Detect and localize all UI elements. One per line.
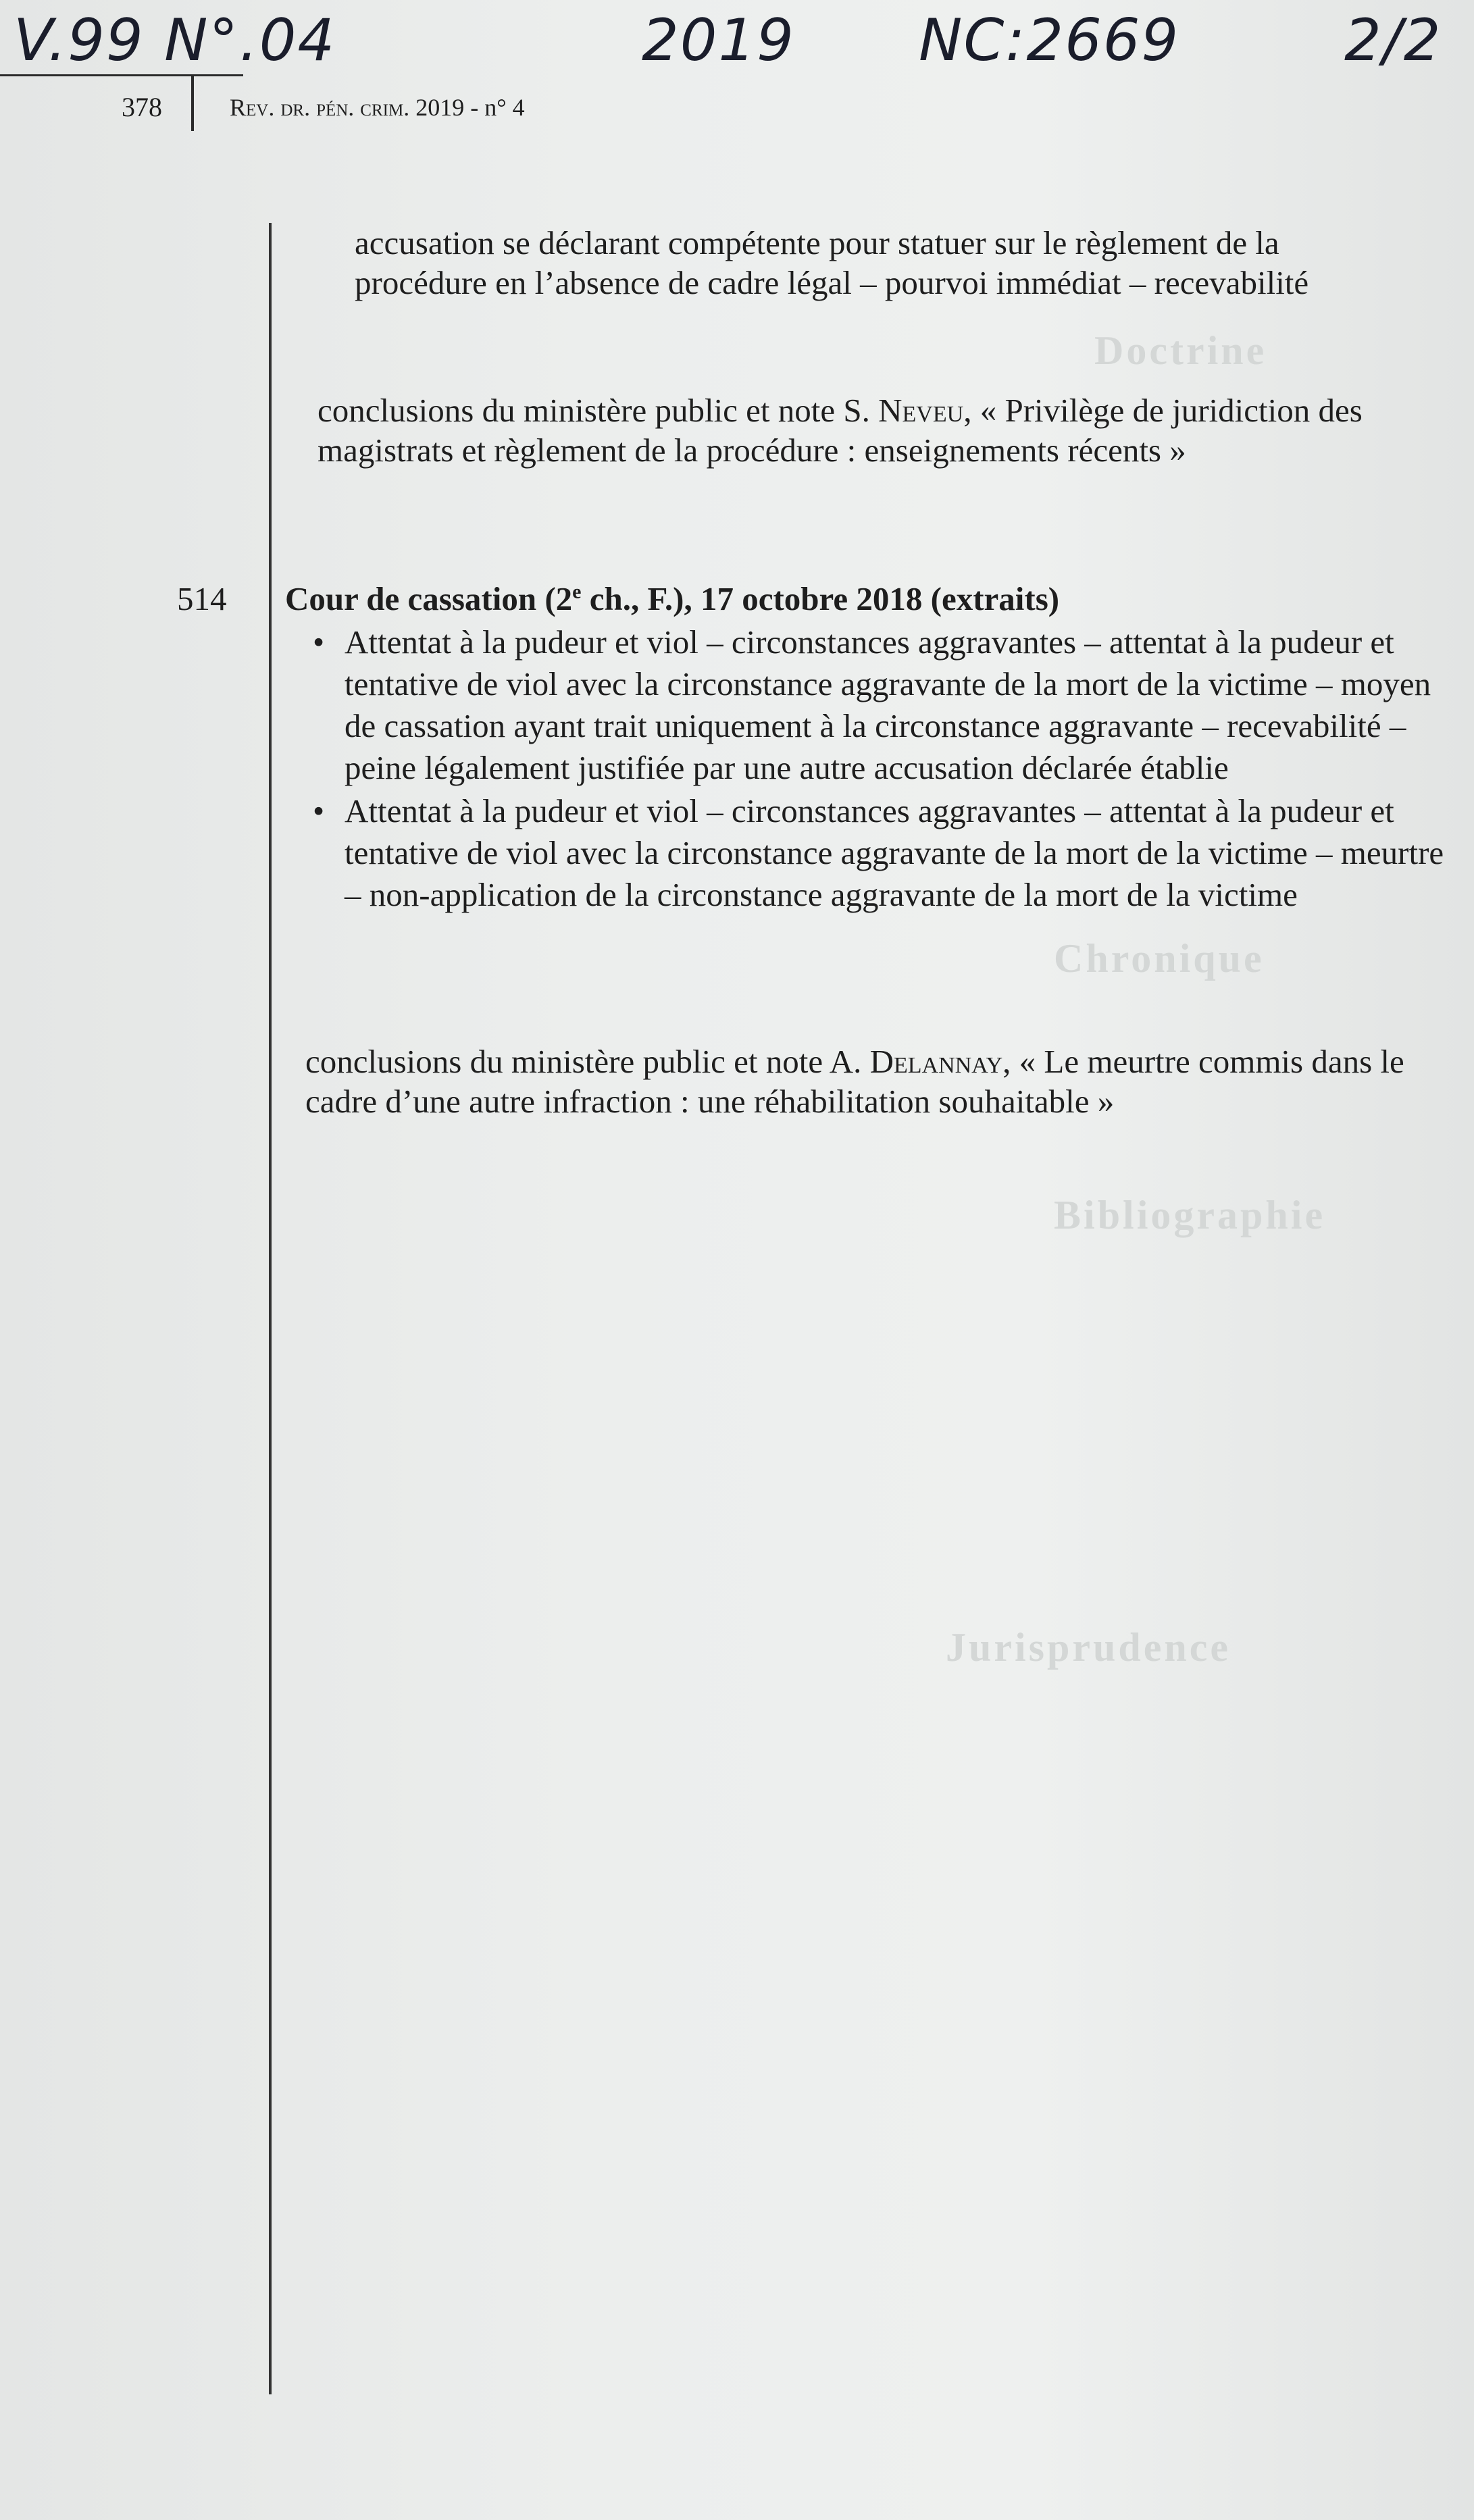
handwritten-page: 2/2 [1344, 7, 1442, 74]
continued-abstract: accusation se déclarant compétente pour statuer sur le règlement de la procédure en l’absence de cadre légal – pourvoi immédiat – recevabilité [355, 224, 1309, 301]
header-rule-vertical [191, 76, 194, 131]
bleed-through-text [743, 1277, 1419, 1309]
entry-title [285, 580, 1059, 618]
handwritten-reference: NC:2669 [919, 7, 1180, 74]
bleed-through-heading: Doctrine [1094, 328, 1267, 373]
entry-title-court: Cour de cassation (2 [285, 580, 573, 617]
journal-name: Rev. dr. pén. crim. [230, 94, 410, 121]
bleed-through-heading: Chronique [1054, 936, 1265, 981]
conclusions-title: , « Le meurtre commis dans le cadre d’une autre infraction : une réhabilitation souhaitable » [305, 1043, 1404, 1120]
author-name: Delannay [869, 1043, 1003, 1080]
handwritten-year: 2019 [642, 7, 795, 74]
abstract-bullet [307, 621, 1456, 789]
entry-title-date: ch., F.), 17 octobre 2018 (extraits) [581, 580, 1060, 617]
bullet-icon: • [313, 623, 325, 661]
author-name: Neveu [878, 392, 964, 429]
header-rule-horizontal [0, 74, 243, 76]
bullet-icon: • [313, 792, 325, 829]
conclusions-note-1 [317, 390, 1452, 470]
issue-info: 2019 - n° 4 [409, 94, 525, 121]
bullet-text: Attentat à la pudeur et viol – circonstances aggravantes – attentat à la pudeur et tentative de viol avec la circonstance aggravante de la mort de la victime – meurtre – non-application de la circonstance aggravante de la mort de la victime [345, 792, 1444, 913]
page-number: 378 [122, 92, 162, 122]
conclusions-prefix: conclusions du ministère public et note A. [305, 1043, 870, 1080]
abstract-bullet [307, 790, 1456, 916]
abstract-bullets [307, 621, 1456, 917]
conclusions-prefix: conclusions du ministère public et note S. [317, 392, 879, 429]
entry-number: 514 [177, 580, 227, 617]
conclusions-note-2 [305, 1042, 1420, 1121]
entry-title-superscript: e [572, 580, 582, 603]
bleed-through-heading: Jurisprudence [946, 1625, 1231, 1670]
bullet-text: Attentat à la pudeur et viol – circonstances aggravantes – attentat à la pudeur et tentative de viol avec la circonstance aggravante de la mort de la victime – moyen de cassation ayant trait uniquement à la circonstance aggravante – recevabilité – peine légalement justifiée par une autre accusation déclarée établie [345, 623, 1431, 786]
running-head [230, 93, 525, 122]
handwritten-volume: V.99 N°.04 [14, 7, 336, 74]
bleed-through-heading: Bibliographie [1054, 1193, 1326, 1237]
conclusions-title: , « Privilège de juridiction des magistrats et règlement de la procédure : enseignements récents » [317, 392, 1363, 469]
margin-rule [269, 223, 272, 2394]
